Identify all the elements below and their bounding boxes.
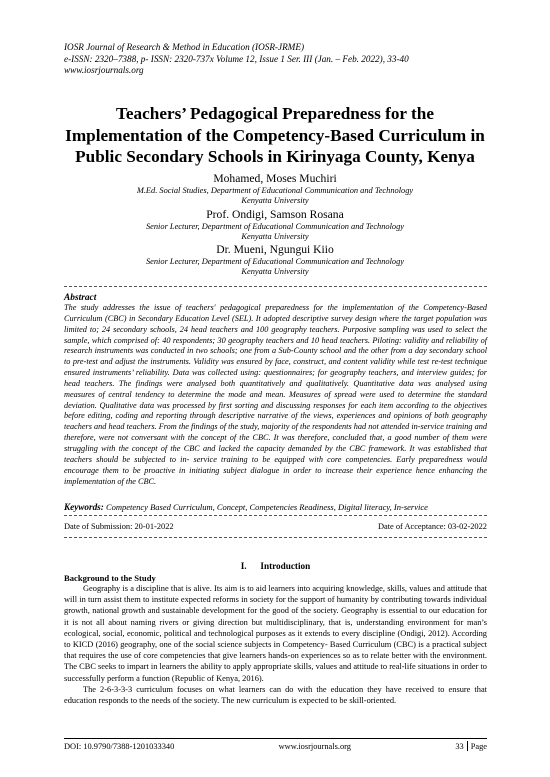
footer-page xyxy=(455,741,487,751)
section-title: I. Introduction xyxy=(240,561,311,571)
page-footer xyxy=(64,741,487,751)
author-institution: Kenyatta University xyxy=(241,232,309,241)
title-line: Implementation of the Competency-Based Curriculum in xyxy=(65,125,485,145)
keywords xyxy=(64,502,487,512)
divider xyxy=(64,537,487,538)
submission-date: Date of Submission: 20-01-2022 xyxy=(64,522,174,531)
keywords-label: Keywords: xyxy=(64,502,104,512)
paragraph: Geography is a discipline that is alive. Its aim is to aid learners into acquiring knowledge, skills, values and attitude that will in turn assist them to institute expected reforms in society for the support of humanity by contributing towards individual growth, national growth and sustainable development for the good of the society. Geography is essential to our education for it is not all about naming rivers or giving direction but multidisciplinary, that is, understanding environment for man’s ecological, social, economic, political and technological purposes as it extends to every discipline (Ondigi, 2012). According to KICD (2016) geography, one of the social science subjects in Competency- Based Curriculum (CBC) is a practical subject that requires the use of core competencies that give learners hands-on experiences so as to relate better with the environment. The CBC seeks to impart in learners the ability to apply appropriate skills, values and attitude to real-life situations in order to successfully perform a function (Republic of Kenya, 2016). xyxy=(64,584,487,683)
author-name: Prof. Ondigi, Samson Rosana xyxy=(206,208,344,221)
acceptance-date: Date of Acceptance: 03-02-2022 xyxy=(377,522,487,531)
abstract-text: The study addresses the issue of teachers' pedagogical preparedness for the implementation of the Competency-Based Curriculum (CBC) in Secondary Education Level (SEL). It adopted descriptive survey design where the target population was limited to; 24 secondary schools, 24 head teachers and 100 geography teachers. Purposive sampling was used to select the sample, which comprised of: 40 respondents; 30 geography teachers and 10 head teachers. Piloting: validity and reliability of research instruments was conducted in two schools; one from a Sub-County school and the other from a day secondary school to pre-test and adjust the instruments. Validity was ensured by face, construct, and content validity while test re-test technique ensured instruments’ reliability. Data was collected using: questionnaires; for geography teachers, and interview guides; for head teachers. The findings were analysed both quantitatively and qualitatively. Quantitative data was analysed using measures of central tendency to determine the mode and mean. Measures of spread were used to determine the standard deviation. Qualitative data was processed by first sorting and discussing responses for each item according to the objectives before editing, coding and reporting through descriptive narrative of the views, experiences and opinions of both geography teachers and head teachers. From the findings of the study, majority of the respondents had not attended in-service training and therefore, were not conversant with the concept of the CBC. It was therefore, concluded that, a good number of them were struggling with the concept of the CBC and lacked the capacity demanded by the CBC framework. It was established that teachers should be subjected to in- service training to be equipped with core competencies. Early preparedness would encourage them to be proactive in initiating subject dialogue in order to increase their experience hence enhancing the implementation of the CBC. xyxy=(64,303,487,486)
divider xyxy=(64,286,487,287)
page-number: 33 xyxy=(455,741,464,751)
author-name: Mohamed, Moses Muchiri xyxy=(213,172,337,185)
body-text xyxy=(64,583,487,706)
journal-website: www.iosrjournals.org xyxy=(64,65,144,76)
keywords-value: Competency Based Curriculum, Concept, Competencies Readiness, Digital literacy, In-service xyxy=(105,502,428,512)
abstract-heading: Abstract xyxy=(64,293,97,303)
author-institution: Kenyatta University xyxy=(241,267,309,276)
footer-rule xyxy=(64,738,487,739)
title-line: Public Secondary Schools in Kirinyaga County, Kenya xyxy=(75,147,475,166)
journal-name: IOSR Journal of Research & Method in Education (IOSR-JRME) xyxy=(64,42,305,52)
title-line: Teachers’ Pedagogical Preparedness for the xyxy=(116,104,434,123)
page-separator xyxy=(467,741,468,751)
paper-title xyxy=(40,103,510,168)
author-institution: Kenyatta University xyxy=(241,196,309,205)
paragraph: The 2-6-3-3-3 curriculum focuses on what learners can do with the education they have received to ensure that education responds to the needs of the society. The new curriculum is expected to be skill-oriented. xyxy=(64,684,487,706)
dates-row xyxy=(64,522,487,531)
divider xyxy=(64,515,487,516)
author-affiliation: Senior Lecturer, Department of Educational Communication and Technology xyxy=(145,222,405,231)
author-name: Dr. Mueni, Ngungui Kiio xyxy=(216,243,334,256)
subsection-heading: Background to the Study xyxy=(64,573,156,583)
footer-doi: DOI: 10.9790/7388-1201033340 xyxy=(64,741,175,751)
author-affiliation: Senior Lecturer, Department of Educational Communication and Technology xyxy=(145,257,405,266)
journal-header xyxy=(64,42,409,77)
page-word: Page xyxy=(470,741,487,751)
author-affiliation: M.Ed. Social Studies, Department of Educational Communication and Technology xyxy=(136,186,414,195)
journal-issn: e-ISSN: 2320–7388, p- ISSN: 2320-737x Volume 12, Issue 1 Ser. III (Jan. – Feb. 2022), 33-40 xyxy=(64,53,409,64)
footer-website: www.iosrjournals.org xyxy=(278,741,351,751)
